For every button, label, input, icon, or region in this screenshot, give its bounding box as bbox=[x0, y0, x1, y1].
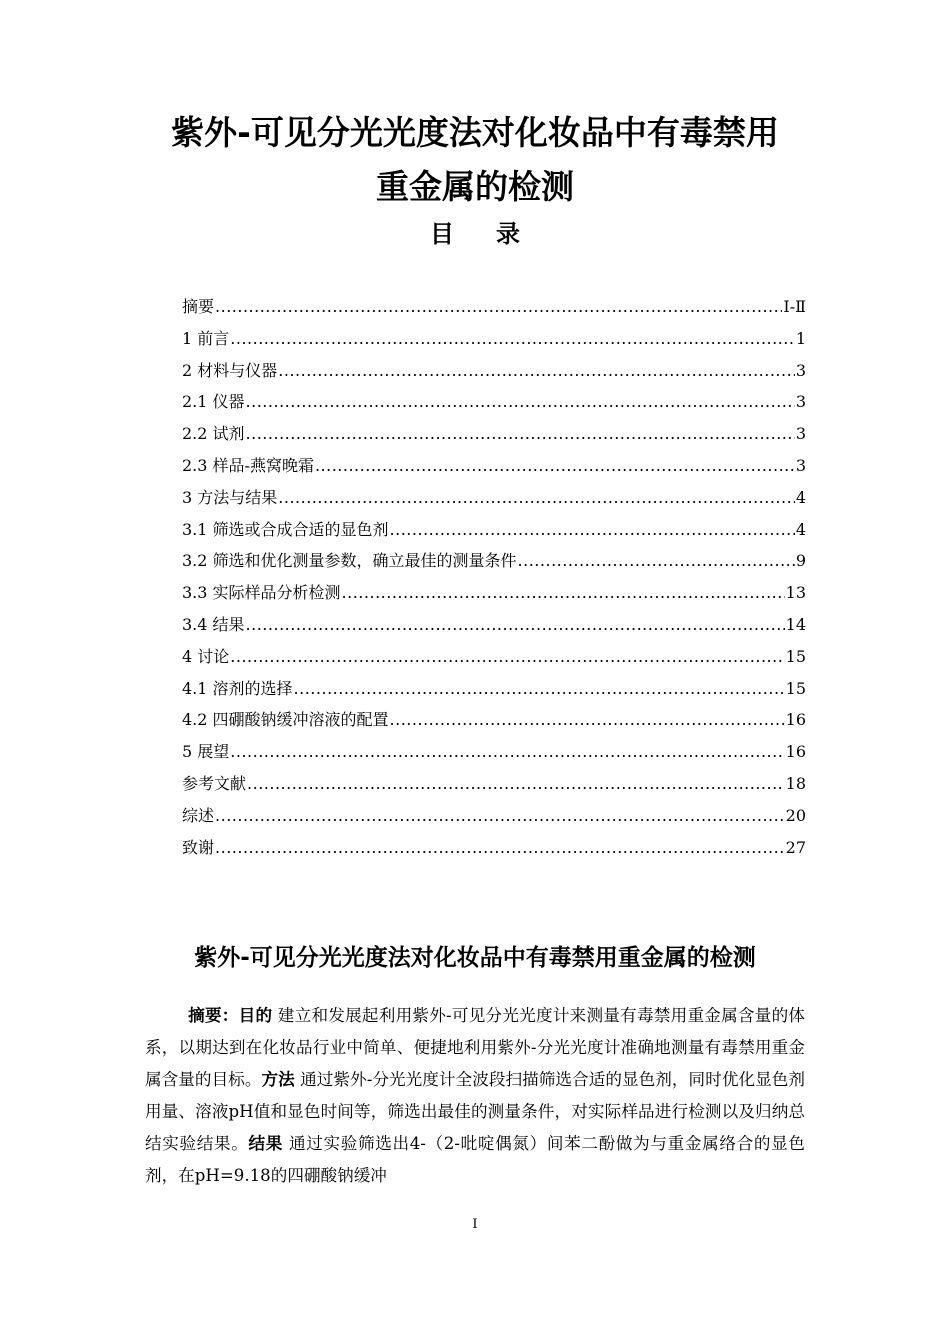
toc-entry-page: 9 bbox=[795, 551, 806, 571]
toc-dot-leader bbox=[518, 545, 795, 577]
abstract-label: 摘要： bbox=[188, 1006, 239, 1025]
toc-entry-label: 4.2 四硼酸钠缓冲溶液的配置 bbox=[182, 710, 389, 730]
toc-entry[interactable] bbox=[182, 609, 806, 641]
toc-dot-leader bbox=[215, 291, 782, 323]
toc-entry-label: 3.4 结果 bbox=[182, 614, 245, 634]
toc-entry-page: I-Ⅱ bbox=[783, 297, 806, 316]
result-text: 通过实验筛选出4-（2-吡啶偶氮）间苯二酚做为与重金属络合的显色剂，在pH=9.18的四硼酸钠缓冲 bbox=[145, 1134, 806, 1185]
toc-entry-page: 3 bbox=[795, 392, 806, 412]
toc-dot-leader bbox=[294, 673, 785, 705]
toc-entry-page: 16 bbox=[785, 742, 806, 762]
toc-entry[interactable] bbox=[182, 673, 806, 705]
toc-dot-leader bbox=[230, 323, 795, 355]
toc-entry-page: 1 bbox=[795, 328, 806, 348]
toc-entry-label: 摘要 bbox=[182, 297, 215, 316]
toc-entry-label: 3 方法与结果 bbox=[182, 487, 278, 507]
toc-dot-leader bbox=[315, 450, 795, 482]
toc-entry-page: 4 bbox=[795, 519, 806, 539]
document-title-line-2: 重金属的检测 bbox=[376, 167, 574, 206]
toc-entry[interactable] bbox=[182, 832, 806, 864]
toc-entry[interactable] bbox=[182, 323, 806, 355]
toc-entry[interactable] bbox=[182, 545, 806, 577]
toc-entry-label: 5 展望 bbox=[182, 742, 230, 762]
toc-dot-leader bbox=[390, 704, 785, 736]
toc-dot-leader bbox=[278, 482, 795, 514]
toc-entry-label: 致谢 bbox=[182, 837, 215, 857]
toc-entry[interactable] bbox=[182, 482, 806, 514]
toc-entry-label: 4 讨论 bbox=[182, 646, 230, 666]
toc-entry[interactable] bbox=[182, 736, 806, 768]
toc-dot-leader bbox=[215, 832, 785, 864]
toc-entry-label: 2.3 样品-燕窝晚霜 bbox=[182, 455, 314, 475]
toc-dot-leader bbox=[342, 577, 785, 609]
toc-entry-label: 1 前言 bbox=[182, 328, 230, 348]
toc-entry-page: 18 bbox=[785, 773, 806, 793]
toc-entry-page: 3 bbox=[795, 360, 806, 380]
toc-entry[interactable] bbox=[182, 450, 806, 482]
toc-entry-page: 15 bbox=[785, 646, 806, 666]
document-title-line-1: 紫外-可见分光光度法对化妆品中有毒禁用 bbox=[171, 113, 779, 152]
purpose-text: 建立和发展起利用紫外-可见分光光度计来测量有毒禁用重金属含量的体系，以期达到在化妆品行业中简单、便捷地利用紫外-分光光度计准确地测量有毒禁用重金属含量的目标。 bbox=[145, 1006, 806, 1089]
toc-dot-leader bbox=[247, 768, 785, 800]
toc-entry[interactable] bbox=[182, 768, 806, 800]
toc-entry-label: 3.3 实际样品分析检测 bbox=[182, 583, 341, 603]
toc-entry[interactable] bbox=[182, 800, 806, 832]
toc-dot-leader bbox=[215, 800, 785, 832]
toc-entry-label: 2.1 仪器 bbox=[182, 392, 245, 412]
toc-entry-label: 参考文献 bbox=[182, 773, 247, 793]
toc-entry[interactable] bbox=[182, 641, 806, 673]
toc-entry-page: 13 bbox=[785, 583, 806, 603]
toc-dot-leader bbox=[246, 386, 795, 418]
toc-dot-leader bbox=[390, 514, 795, 546]
toc-entry[interactable] bbox=[182, 418, 806, 450]
toc-entry[interactable] bbox=[182, 704, 806, 736]
toc-entry-label: 2.2 试剂 bbox=[182, 424, 245, 444]
toc-entry[interactable] bbox=[182, 386, 806, 418]
toc-heading: 目录 bbox=[430, 220, 562, 248]
toc-entry-page: 14 bbox=[785, 614, 806, 634]
toc-entry-label: 综述 bbox=[182, 805, 215, 825]
toc-entry-page: 15 bbox=[785, 678, 806, 698]
abstract-title: 紫外-可见分光光度法对化妆品中有毒禁用重金属的检测 bbox=[194, 945, 756, 971]
page-number: I bbox=[472, 1217, 478, 1232]
toc-entry-page: 16 bbox=[785, 710, 806, 730]
method-keyword: 方法 bbox=[261, 1070, 295, 1089]
toc-entry-label: 2 材料与仪器 bbox=[182, 360, 278, 380]
toc-entry-label: 4.1 溶剂的选择 bbox=[182, 678, 293, 698]
toc-entry-label: 3.1 筛选或合成合适的显色剂 bbox=[182, 519, 389, 539]
toc-entry-label: 3.2 筛选和优化测量参数，确立最佳的测量条件 bbox=[182, 551, 517, 571]
method-text: 通过紫外-分光光度计全波段扫描筛选合适的显色剂，同时优化显色剂用量、溶液pH值和显色时间等，筛选出最佳的测量条件，对实际样品进行检测以及归纳总结实验结果。 bbox=[145, 1070, 806, 1153]
toc-entry[interactable] bbox=[182, 355, 806, 387]
purpose-keyword: 目的 bbox=[238, 1006, 273, 1025]
toc-dot-leader bbox=[278, 355, 795, 387]
toc-dot-leader bbox=[246, 418, 795, 450]
toc-dot-leader bbox=[230, 736, 784, 768]
toc-dot-leader bbox=[230, 641, 784, 673]
toc-entry-page: 4 bbox=[795, 487, 806, 507]
toc-entry[interactable] bbox=[182, 291, 806, 323]
toc-entry-page: 3 bbox=[795, 424, 806, 444]
toc-entry-page: 27 bbox=[785, 837, 806, 857]
result-keyword: 结果 bbox=[248, 1134, 284, 1153]
abstract-paragraph bbox=[145, 1000, 805, 1192]
toc-entry[interactable] bbox=[182, 514, 806, 546]
toc-entry-page: 3 bbox=[795, 455, 806, 475]
table-of-contents bbox=[182, 291, 806, 863]
toc-entry[interactable] bbox=[182, 577, 806, 609]
toc-dot-leader bbox=[246, 609, 785, 641]
toc-entry-page: 20 bbox=[785, 805, 806, 825]
